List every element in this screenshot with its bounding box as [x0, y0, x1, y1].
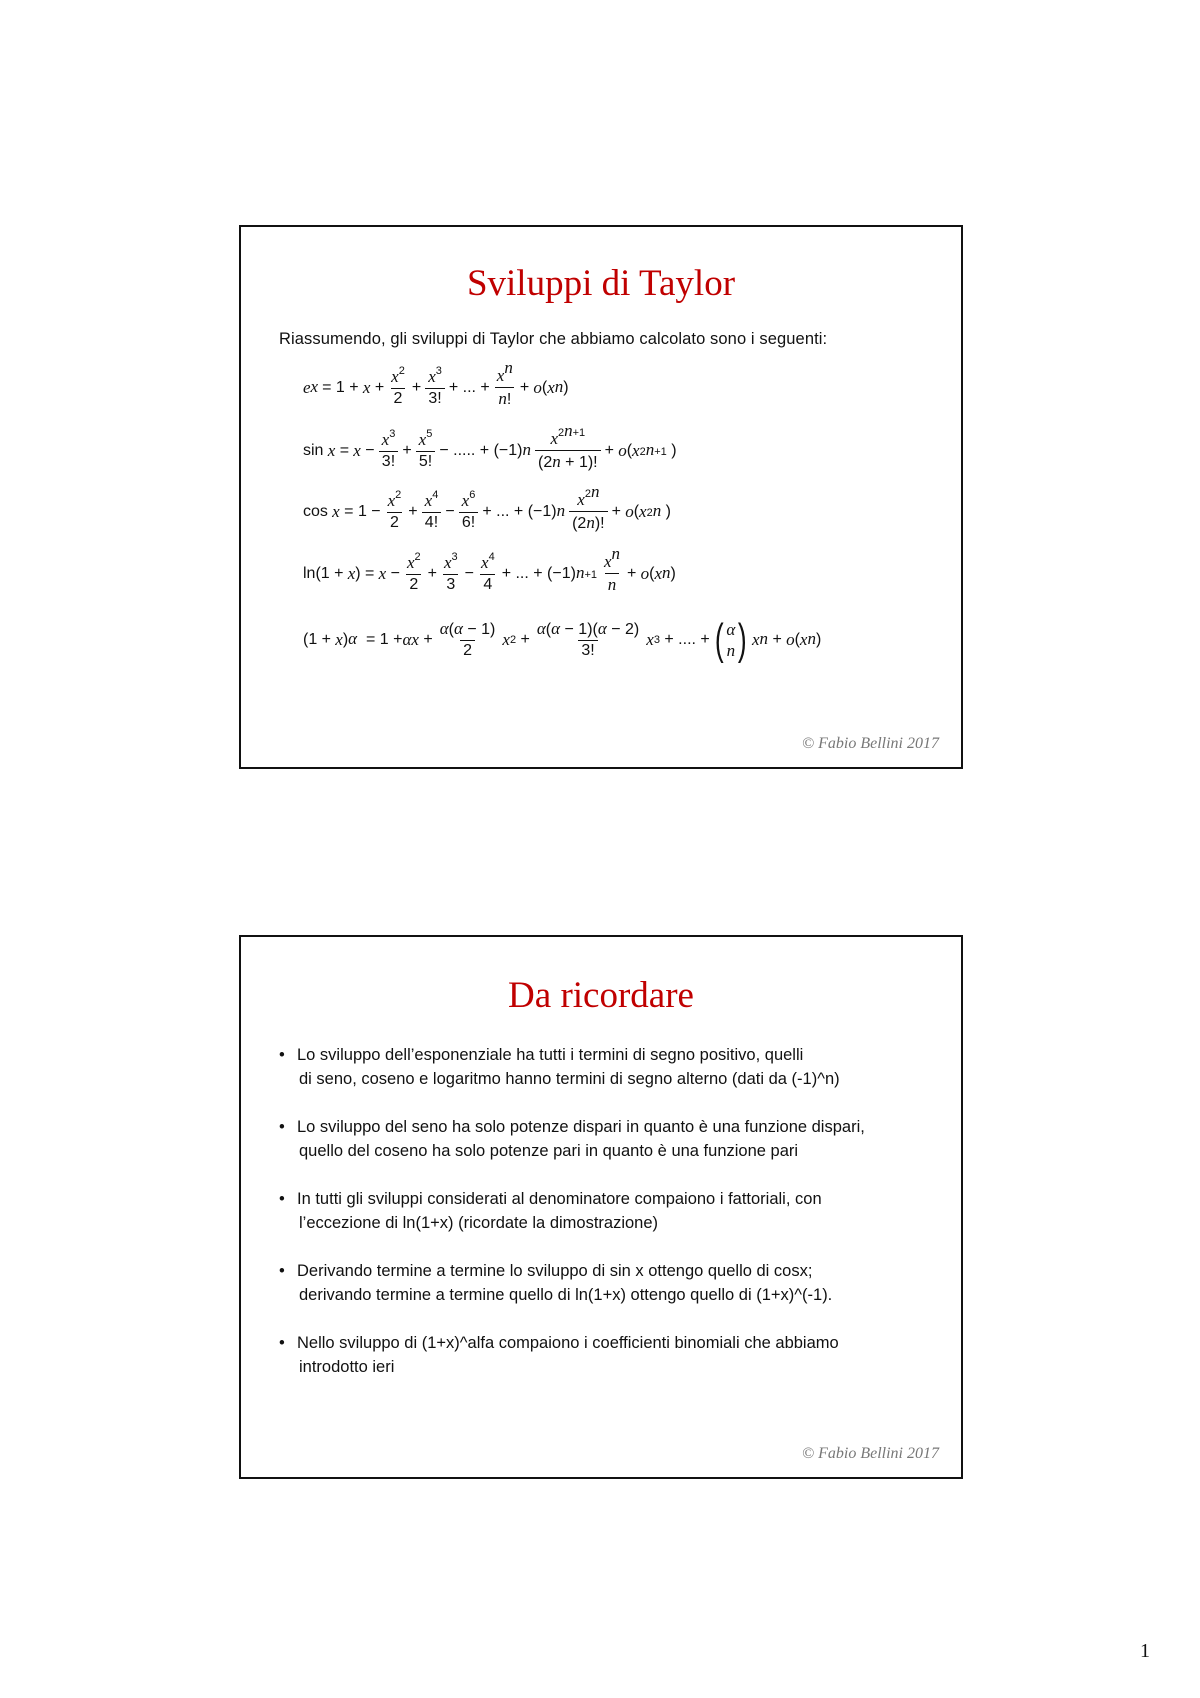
copyright-footer: © Fabio Bellini 2017	[801, 1445, 939, 1462]
bullet-marker: •	[279, 1046, 285, 1064]
copyright-footer: © Fabio Bellini 2017	[801, 735, 939, 752]
binomial-coefficient: ( α n )	[714, 615, 748, 664]
bullet-item	[277, 1043, 937, 1091]
slide-title: Sviluppi di Taylor	[466, 263, 736, 304]
page-number: 1	[1140, 1640, 1150, 1662]
bullet-line: Derivando termine a termine lo sviluppo di sin x ottengo quello di cosx;	[297, 1262, 813, 1280]
bullet-marker: •	[279, 1118, 285, 1136]
formula-ln: ln(1 + x ) = x − $\frac{x^2}{2}$ + $\frac{x^3}{3}$ − $\frac{x^4}{4}$ + ... + (−1) n+1 $\frac{x^n}{n}$ + o ( x n )	[303, 544, 676, 594]
bullet-line: In tutti gli sviluppi considerati al denominatore compaiono i fattoriali, con	[297, 1190, 822, 1208]
bullet-item	[277, 1259, 937, 1307]
formula-sin: sin x = x − $\frac{x^3}{3!}$ + $\frac{x^5}{5!}$ − ..... + (−1) n $\frac{x^{2n+1}}{(2n + 1)!}$ + o ( x 2n+1 )	[303, 421, 677, 471]
bullet-marker: •	[279, 1334, 285, 1352]
slide-taylor-expansions	[239, 225, 963, 769]
bullet-marker: •	[279, 1190, 285, 1208]
bullet-line: Lo sviluppo del seno ha solo potenze dispari in quanto è una funzione dispari,	[297, 1118, 865, 1136]
bullet-item	[277, 1331, 937, 1379]
slide-to-remember	[239, 935, 963, 1479]
slide-title: Da ricordare	[508, 975, 694, 1016]
bullet-line: Lo sviluppo dell’esponenziale ha tutti i termini di segno positivo, quelli	[297, 1046, 804, 1064]
formula-exp: e x = 1 + x + $\frac{x^2}{2}$ + $\frac{x^3}{3!}$ + ... + $\frac{x^n}{n!}$ + o ( x n )	[303, 358, 569, 408]
bullet-item	[277, 1115, 937, 1163]
formula-binomial: (1 + x ) α = 1 + αx + $\frac{\alpha(\alpha - 1)}{2}$ x 2 + $\frac{\alpha(\alpha - 1)(\alpha - 2)}{3!}$ x 3 + .... + ( α n ) x n + o ( x n )	[303, 615, 822, 664]
bullet-item	[277, 1187, 937, 1235]
bullet-line: Nello sviluppo di (1+x)^alfa compaiono i coefficienti binomiali che abbiamo	[297, 1334, 839, 1352]
formula-cos: cos x = 1 − $\frac{x^2}{2}$ + $\frac{x^4}{4!}$ − $\frac{x^6}{6!}$ + ... + (−1) n $\frac{x^{2n}}{(2n)!}$ + o ( x 2n )	[303, 482, 671, 532]
bullet-line: quello del coseno ha solo potenze pari in quanto è una funzione pari	[299, 1142, 799, 1160]
bullet-line: l’eccezione di ln(1+x) (ricordate la dimostrazione)	[299, 1214, 659, 1232]
bullet-line: derivando termine a termine quello di ln(1+x) ottengo quello di (1+x)^(-1).	[299, 1286, 833, 1304]
intro-text: Riassumendo, gli sviluppi di Taylor che abbiamo calcolato sono i seguenti:	[279, 330, 828, 348]
bullet-list	[277, 1043, 937, 1403]
bullet-line: di seno, coseno e logaritmo hanno termini di segno alterno (dati da (-1)^n)	[299, 1070, 840, 1088]
bullet-marker: •	[279, 1262, 285, 1280]
bullet-line: introdotto ieri	[299, 1358, 395, 1376]
